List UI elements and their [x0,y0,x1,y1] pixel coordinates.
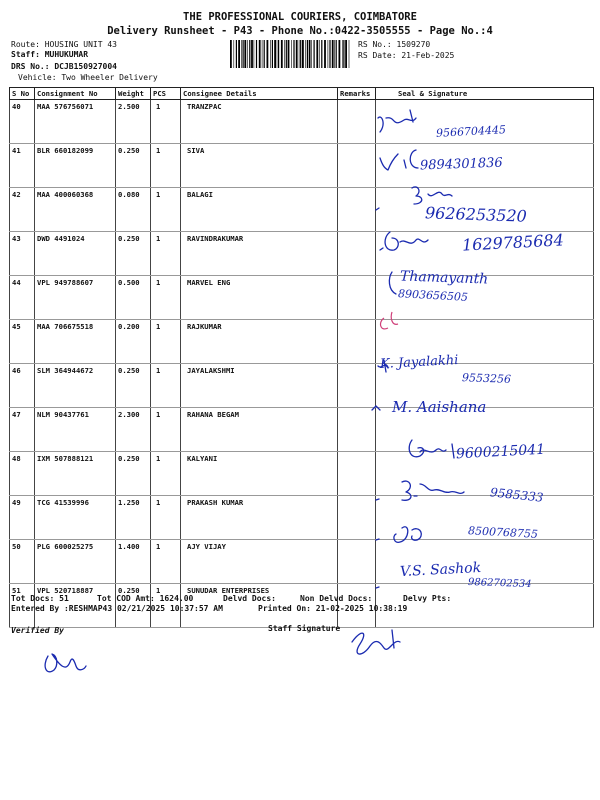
pcs-cell: 1 [151,540,181,584]
total-cod-amount: Tot COD Amt: 1624.00 [97,594,194,603]
name-row-47: M. Aaishana [392,398,487,416]
delivered-docs: Delvd Docs: [223,594,276,603]
consignment-cell: SLM 364944672 [35,364,116,408]
consignment-cell: VPL 949788607 [35,276,116,320]
sno-cell: 51 [10,584,35,628]
col-seal-signature: Seal & Signature [376,88,594,100]
table-row [10,232,594,276]
pcs-cell: 1 [151,320,181,364]
consignment-cell: TCG 41539996 [35,496,116,540]
signature-cell [376,364,594,408]
sno-cell: 47 [10,408,35,452]
pcs-cell: 1 [151,100,181,144]
phone-row-46: 9553256 [461,371,512,386]
sno-cell: 49 [10,496,35,540]
signature-cell [376,540,594,584]
pcs-cell: 1 [151,188,181,232]
sno-cell: 44 [10,276,35,320]
weight-cell: 0.500 [116,276,151,320]
remarks-cell [338,232,376,276]
signature-cell [376,144,594,188]
table-header [10,88,594,100]
table-row [10,276,594,320]
consignee-cell: JAYALAKSHMI [181,364,338,408]
consignment-cell: BLR 660182099 [35,144,116,188]
table-row [10,496,594,540]
verified-by-label: Verified By [11,626,64,635]
consignment-cell: MAA 400060368 [35,188,116,232]
rs-number: RS No.: 1509270 [358,40,431,49]
pcs-cell: 1 [151,452,181,496]
table-row [10,100,594,144]
verified-by-mark [45,654,86,672]
printed-on: Printed On: 21-02-2025 10:38:19 [258,604,408,613]
phone-row-48: 9600215041 [455,441,546,463]
consignment-cell: IXM 507888121 [35,452,116,496]
remarks-cell [338,100,376,144]
delivery-points: Delvy Pts: [403,594,452,603]
remarks-cell [338,144,376,188]
consignee-cell: BALAGI [181,188,338,232]
sno-cell: 43 [10,232,35,276]
signature-cell [376,496,594,540]
sno-cell: 48 [10,452,35,496]
table-row [10,408,594,452]
barcode [229,40,353,68]
signature-cell [376,188,594,232]
pcs-cell: 1 [151,408,181,452]
remarks-cell [338,540,376,584]
staff-signature-mark [352,630,400,654]
weight-cell: 0.250 [116,452,151,496]
rs-date: RS Date: 21-Feb-2025 [358,51,455,60]
sno-cell: 50 [10,540,35,584]
weight-cell: 0.200 [116,320,151,364]
phone-row-44: 8903656505 [397,287,469,304]
consignee-cell: RAHANA BEGAM [181,408,338,452]
remarks-cell [338,364,376,408]
col-pcs: PCS [151,88,181,100]
entered-by: Entered By :RESHMAP43 02/21/2025 10:37:57 AM [11,604,223,613]
signature-cell [376,276,594,320]
phone-row-43: 1629785684 [461,230,565,255]
staff-signature-label: Staff Signature [268,624,341,633]
consignee-cell: SIVA [181,144,338,188]
signature-cell [376,100,594,144]
consignment-cell: MAA 576756071 [35,100,116,144]
consignee-cell: AJY VIJAY [181,540,338,584]
remarks-cell [338,496,376,540]
sno-cell: 46 [10,364,35,408]
vehicle: Vehicle: Two Wheeler Delivery [18,73,158,82]
consignment-cell: PLG 600025275 [35,540,116,584]
weight-cell: 0.250 [116,232,151,276]
signature-cell [376,452,594,496]
phone-row-41: 9894301836 [419,155,503,174]
phone-row-49: 9585333 [489,485,545,505]
company-title: THE PROFESSIONAL COURIERS, COIMBATORE [183,11,417,23]
consignment-cell: VPL 520718887 [35,584,116,628]
weight-cell: 0.080 [116,188,151,232]
weight-cell: 1.400 [116,540,151,584]
pcs-cell: 1 [151,584,181,628]
pcs-cell: 1 [151,496,181,540]
table-row [10,452,594,496]
name-row-44: Thamayanth [399,268,489,288]
table-row [10,188,594,232]
consignee-cell: RAJKUMAR [181,320,338,364]
col-consignment: Consignment No [35,88,116,100]
col-weight: Weight [116,88,151,100]
weight-cell: 2.300 [116,408,151,452]
pcs-cell: 1 [151,232,181,276]
weight-cell: 0.250 [116,144,151,188]
weight-cell: 1.250 [116,496,151,540]
signature-cell [376,584,594,628]
remarks-cell [338,408,376,452]
consignee-cell: SUNUDAR ENTERPRISES [181,584,338,628]
remarks-cell [338,276,376,320]
remarks-cell [338,452,376,496]
consignee-cell: TRANZPAC [181,100,338,144]
runsheet-subtitle: Delivery Runsheet - P43 - Phone No.:0422-3505555 - Page No.:4 [107,25,493,37]
route: Route: HOUSING UNIT 43 [11,40,117,49]
drs-number: DRS No.: DCJB150927004 [11,62,117,71]
sno-cell: 42 [10,188,35,232]
non-delivered-docs: Non Delvd Docs: [300,594,373,603]
signature-cell [376,408,594,452]
sno-cell: 41 [10,144,35,188]
phone-row-50: 8500768755 [467,524,539,541]
name-row-51: V.S. Sashok [399,559,482,581]
pcs-cell: 1 [151,364,181,408]
pcs-cell: 1 [151,276,181,320]
remarks-cell [338,320,376,364]
consignee-cell: KALYANI [181,452,338,496]
consignee-cell: MARVEL ENG [181,276,338,320]
col-sno: S No [10,88,35,100]
remarks-cell [338,188,376,232]
consignment-cell: NLM 90437761 [35,408,116,452]
weight-cell: 0.250 [116,584,151,628]
table-row [10,144,594,188]
consignee-cell: PRAKASH KUMAR [181,496,338,540]
phone-row-51: 9862702534 [467,576,532,591]
phone-row-40: 9566704445 [435,123,507,140]
name-row-46: K. Jayalakhi [379,352,459,373]
consignment-cell: DWD 4491024 [35,232,116,276]
sno-cell: 45 [10,320,35,364]
runsheet-table [9,87,594,628]
col-consignee: Consignee Details [181,88,338,100]
signature-cell [376,320,594,364]
table-row [10,364,594,408]
pcs-cell: 1 [151,144,181,188]
phone-row-42: 9626253520 [424,203,528,226]
sno-cell: 40 [10,100,35,144]
total-docs: Tot Docs: 51 [11,594,69,603]
weight-cell: 2.500 [116,100,151,144]
table-row [10,540,594,584]
consignment-cell: MAA 706675518 [35,320,116,364]
consignee-cell: RAVINDRAKUMAR [181,232,338,276]
table-row [10,320,594,364]
signature-cell [376,232,594,276]
weight-cell: 0.250 [116,364,151,408]
staff: Staff: MUHUKUMAR [11,50,89,59]
col-remarks: Remarks [338,88,376,100]
